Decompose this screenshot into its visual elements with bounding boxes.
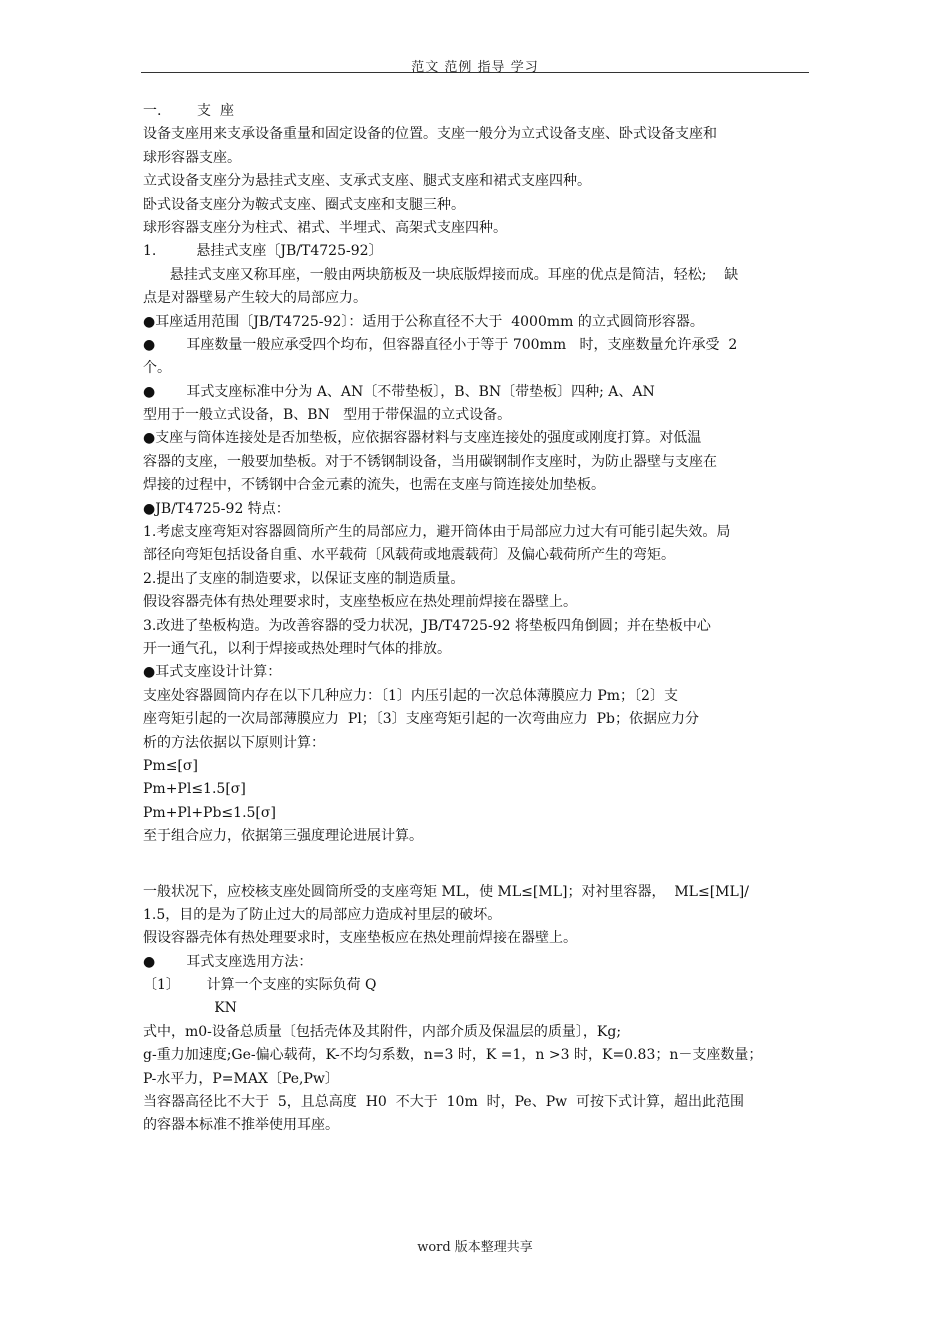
text-line: 1.5，目的是为了防止过大的局部应力造成衬里层的破坏。 (143, 906, 502, 923)
text-line: 〔1〕 计算一个支座的实际负荷 Q (143, 977, 377, 994)
text-line: ● 耳座数量一般应承受四个均布，但容器直径小于等于 700mm 时，支座数量允许承受 2 (143, 336, 738, 353)
text-line: 个。 (143, 360, 171, 377)
text-line: 球形容器支座。 (143, 149, 241, 166)
text-line: 卧式设备支座分为鞍式支座、圈式支座和支腿三种。 (143, 196, 465, 213)
text-line: 设备支座用来支承设备重量和固定设备的位置。支座一般分为立式设备支座、卧式设备支座和 (143, 126, 717, 143)
text-line: 当容器高径比不大于 5，且总高度 H0 不大于 10m 时，Pe、Pw 可按下式计算，超出此范围 (143, 1094, 744, 1111)
text-line: Pm≤[σ] (143, 757, 198, 774)
text-line: 立式设备支座分为悬挂式支座、支承式支座、腿式支座和裙式支座四种。 (143, 173, 591, 190)
document-body (143, 100, 811, 1138)
text-line: 假设容器壳体有热处理要求时，支座垫板应在热处理前焊接在器壁上。 (143, 930, 577, 947)
text-line: P-水平力，P=MAX〔Pe,Pw〕 (143, 1070, 339, 1087)
text-line: 座弯矩引起的一次局部薄膜应力 Pl；〔3〕支座弯矩引起的一次弯曲应力 Pb；依据应力分 (143, 711, 699, 728)
text-line: 部径向弯矩包括设备自重、水平载荷〔风载荷或地震载荷〕及偏心载荷所产生的弯矩。 (143, 547, 675, 564)
page-footer: word 版本整理共享 (417, 1240, 533, 1255)
text-line: 至于组合应力，依据第三强度理论进展计算。 (143, 828, 423, 845)
text-line: 点是对器壁易产生较大的局部应力。 (143, 290, 367, 307)
text-line: 悬挂式支座又称耳座，一般由两块筋板及一块底版焊接而成。耳座的优点是简洁，轻松; 缺 (143, 266, 739, 283)
text-line: 球形容器支座分为柱式、裙式、半埋式、高架式支座四种。 (143, 219, 507, 236)
text-line: ●支座与筒体连接处是否加垫板，应依据容器材料与支座连接处的强度或刚度打算。对低温 (143, 430, 702, 447)
text-line: 3.改进了垫板构造。为改善容器的受力状况，JB/T4725-92 将垫板四角倒圆；并在垫板中心 (143, 617, 711, 634)
text-line: 型用于一般立式设备，B、BN 型用于带保温的立式设备。 (143, 407, 512, 424)
text-line: 1. 悬挂式支座〔JB/T4725-92〕 (143, 243, 383, 260)
text-line: ● 耳式支座选用方法： (143, 953, 313, 970)
text-line: ●JB/T4725-92 特点： (143, 500, 290, 517)
text-line: ● 耳式支座标准中分为 A、AN〔不带垫板〕，B、BN〔带垫板〕四种; A、AN (143, 383, 655, 400)
text-line: 假设容器壳体有热处理要求时，支座垫板应在热处理前焊接在器壁上。 (143, 594, 577, 611)
text-line: ●耳座适用范围〔JB/T4725-92〕：适用于公称直径不大于 4000mm 的立式圆筒形容器。 (143, 313, 704, 330)
header-divider (141, 72, 809, 73)
text-line (143, 849, 811, 881)
text-line: 2.提出了支座的制造要求，以保证支座的制造质量。 (143, 570, 465, 587)
text-line: KN (143, 1000, 237, 1017)
text-line: 式中，m0-设备总质量〔包括壳体及其附件，内部介质及保温层的质量〕，Kg; (143, 1023, 622, 1040)
text-line: 开一通气孔，以利于焊接或热处理时气体的排放。 (143, 640, 451, 657)
text-line: Pm+Pl≤1.5[σ] (143, 781, 246, 798)
text-line: 焊接的过程中，不锈钢中合金元素的流失，也需在支座与筒连接处加垫板。 (143, 477, 605, 494)
text-line: 容器的支座，一般要加垫板。对于不锈钢制设备，当用碳钢制作支座时，为防止器壁与支座在 (143, 453, 717, 470)
text-line: g-重力加速度;Ge-偏心载荷，K-不均匀系数，n=3 时，K =1，n >3 时，K=0.83；n－支座数量； (143, 1047, 763, 1064)
text-line: 一般状况下，应校核支座处圆筒所受的支座弯矩 ML，使 ML≤[ML]；对衬里容器， ML≤[ML]/ (143, 883, 749, 900)
text-line: ●耳式支座设计计算： (143, 664, 282, 681)
page-header: 范文 范例 指导 学习 (411, 60, 539, 75)
text-line: 析的方法依据以下原则计算： (143, 734, 325, 751)
text-line: 一. 支 座 (143, 103, 234, 119)
text-line: Pm+Pl+Pb≤1.5[σ] (143, 804, 276, 821)
text-line: 1.考虑支座弯矩对容器圆筒所产生的局部应力，避开筒体由于局部应力过大有可能引起失效。局 (143, 524, 731, 541)
text-line: 支座处容器圆筒内存在以下几种应力：〔1〕内压引起的一次总体薄膜应力 Pm；〔2〕支 (143, 687, 678, 704)
text-line: 的容器本标准不推举使用耳座。 (143, 1117, 339, 1134)
